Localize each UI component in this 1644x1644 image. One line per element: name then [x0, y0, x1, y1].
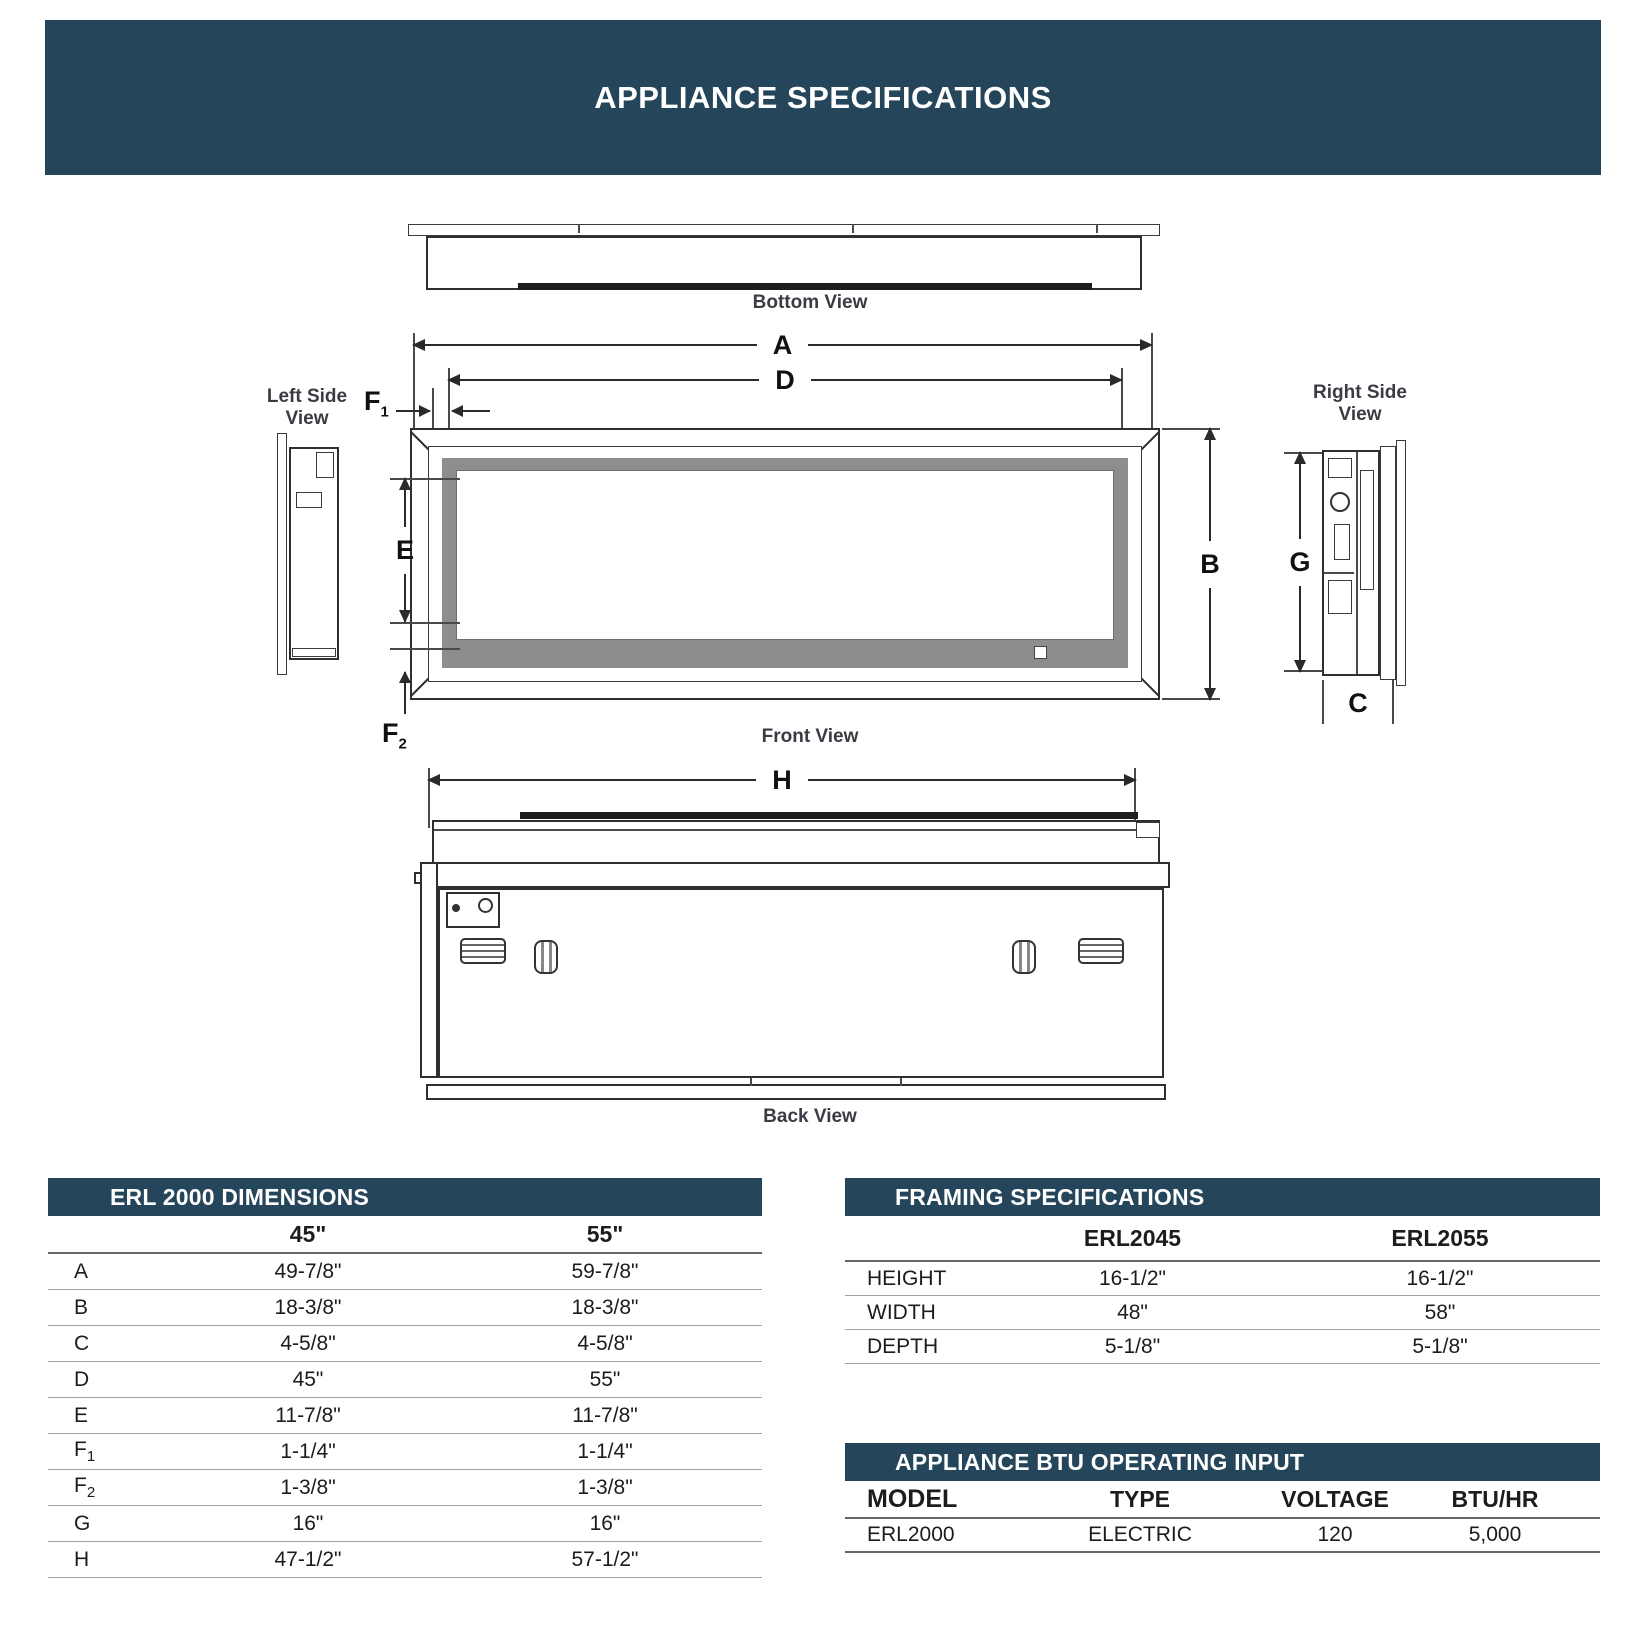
value-btu: 5,000 — [1468, 1523, 1522, 1546]
value-55: 1-3/8" — [577, 1475, 633, 1499]
dim-line — [428, 779, 756, 781]
left-side-flange — [277, 433, 287, 675]
row-label: $F_1$ — [74, 1437, 96, 1466]
title-banner — [45, 20, 1601, 175]
label-line: View — [285, 408, 329, 429]
slot — [1360, 470, 1374, 590]
header-cell-45: 45" — [289, 1220, 327, 1247]
inner-line — [434, 829, 1158, 831]
back-view-label: Back View — [763, 1106, 857, 1127]
dim-arrow — [452, 410, 490, 412]
extension-line — [1322, 680, 1324, 724]
right-step — [1136, 822, 1160, 838]
motor-bracket — [1334, 524, 1350, 560]
extension-line — [1392, 680, 1394, 724]
row-label: E — [74, 1403, 89, 1427]
junction-plate — [296, 492, 322, 508]
dimension-D — [448, 365, 1122, 395]
value-55: 18-3/8" — [571, 1295, 639, 1319]
dimension-A — [413, 330, 1152, 360]
framing-table-title: FRAMING SPECIFICATIONS — [845, 1178, 1600, 1216]
bottom-view-label: Bottom View — [752, 292, 868, 313]
row-label: HEIGHT — [867, 1266, 947, 1290]
row-label: B — [74, 1295, 89, 1319]
value-55: 57-1/2" — [571, 1547, 639, 1571]
table-row-E — [48, 1398, 762, 1434]
header-cell-erl2045: ERL2045 — [1083, 1224, 1182, 1251]
tab — [900, 1078, 902, 1086]
dimension-B — [1200, 428, 1220, 700]
knob — [452, 904, 460, 912]
bottom-view-glass-edge — [518, 283, 1092, 290]
dim-arrow — [396, 410, 430, 412]
back-view-bottom-flange — [426, 1084, 1166, 1100]
dim-line — [448, 379, 759, 381]
knockout-left — [534, 940, 558, 974]
dim-letter: G — [1289, 546, 1311, 577]
dimension-H — [428, 765, 1136, 795]
bottom-view-body — [426, 236, 1142, 290]
value-45: 16" — [292, 1511, 324, 1535]
row-label: C — [74, 1331, 90, 1355]
dim-letter: D — [775, 365, 795, 395]
btu-table-title: APPLIANCE BTU OPERATING INPUT — [845, 1443, 1600, 1481]
row-label: DEPTH — [867, 1334, 939, 1358]
framing-table-header — [845, 1216, 1600, 1262]
grommet — [478, 898, 493, 913]
dim-line — [811, 379, 1122, 381]
dim-line — [404, 478, 406, 527]
page-title: APPLIANCE SPECIFICATIONS — [594, 79, 1052, 115]
dim-line — [1209, 588, 1211, 701]
table-row-B — [48, 1290, 762, 1326]
header-cell-55: 55" — [586, 1220, 624, 1247]
back-view-panel — [438, 888, 1164, 1078]
table-row-height — [845, 1262, 1600, 1296]
value-model: ERL2000 — [867, 1523, 955, 1546]
header-cell-btu: BTU/HR — [1451, 1485, 1539, 1512]
row-label: G — [74, 1511, 91, 1535]
value-45: 11-7/8" — [275, 1403, 341, 1427]
value-45: 47-1/2" — [274, 1547, 342, 1571]
tick — [1096, 224, 1098, 233]
dim-letter: H — [772, 765, 792, 795]
blower-motor — [1330, 492, 1350, 512]
value-voltage: 120 — [1317, 1523, 1353, 1546]
table-row-erl2000 — [845, 1519, 1600, 1553]
dim-line — [1209, 428, 1211, 541]
reference-line — [390, 648, 460, 650]
table-row-A — [48, 1254, 762, 1290]
top-view-glass-edge — [520, 812, 1138, 819]
table-row-G — [48, 1506, 762, 1542]
left-side-body — [289, 447, 339, 660]
lower-compartment — [1328, 580, 1352, 614]
label-line: View — [1338, 404, 1382, 425]
row-label: A — [74, 1259, 89, 1283]
value-45: 1-1/4" — [280, 1439, 336, 1463]
extension-line — [448, 388, 450, 432]
value-erl2045: 48" — [1117, 1300, 1148, 1324]
value-45: 49-7/8" — [274, 1259, 342, 1283]
dim-line — [404, 574, 406, 623]
dim-line — [808, 779, 1136, 781]
value-45: 1-3/8" — [280, 1475, 336, 1499]
value-45: 18-3/8" — [274, 1295, 342, 1319]
framing-table — [845, 1178, 1600, 1364]
value-erl2055: 58" — [1424, 1300, 1456, 1324]
table-row-D — [48, 1362, 762, 1398]
tick — [578, 224, 580, 233]
dimensions-table-title: ERL 2000 DIMENSIONS — [48, 1178, 762, 1216]
dimensions-table-header — [48, 1216, 762, 1254]
dimension-G — [1289, 452, 1311, 672]
front-view-label: Front View — [761, 726, 859, 747]
control-panel-button — [1034, 646, 1047, 659]
btu-table — [845, 1443, 1600, 1553]
right-side-rear-panel — [1380, 446, 1396, 680]
base-strip — [292, 648, 336, 657]
value-55: 1-1/4" — [577, 1439, 633, 1463]
row-label: D — [74, 1367, 90, 1391]
label-line: Right Side — [1313, 382, 1407, 403]
value-45: 45" — [292, 1367, 324, 1391]
firebox-window — [456, 470, 1114, 640]
right-side-flange — [1396, 440, 1406, 686]
tab — [750, 1078, 752, 1086]
panel-divider — [1356, 452, 1358, 674]
dimension-F1-label: $F_1$ — [364, 386, 389, 421]
dim-letter: E — [396, 534, 415, 565]
table-row-H — [48, 1542, 762, 1578]
extension-line — [432, 388, 434, 432]
label-line: Left Side — [266, 386, 348, 407]
back-view-top-strip — [420, 862, 1170, 888]
table-row-depth — [845, 1330, 1600, 1364]
table-row-F1 — [48, 1434, 762, 1470]
header-cell-voltage: VOLTAGE — [1281, 1485, 1389, 1512]
dim-letter: A — [772, 330, 793, 360]
row-label: WIDTH — [867, 1300, 936, 1324]
value-55: 16" — [589, 1511, 621, 1535]
header-cell-type: TYPE — [1109, 1485, 1171, 1512]
value-45: 4-5/8" — [280, 1331, 336, 1355]
back-view-left-bar — [420, 862, 438, 1078]
dim-line — [413, 344, 757, 346]
dim-line — [1299, 452, 1301, 539]
table-row-width — [845, 1296, 1600, 1330]
left-side-view-label — [247, 386, 367, 430]
vent-box — [316, 452, 334, 478]
mounting-bracket-left — [460, 938, 506, 964]
table-row-F2 — [48, 1470, 762, 1506]
header-cell-erl2055: ERL2055 — [1391, 1224, 1489, 1251]
bottom-view-flange — [408, 224, 1160, 236]
screw-dots — [0, 0, 3, 3]
mounting-bracket-right — [1078, 938, 1124, 964]
value-type: ELECTRIC — [1088, 1523, 1192, 1546]
value-erl2045: 5-1/8" — [1104, 1334, 1161, 1358]
value-55: 55" — [589, 1367, 621, 1391]
row-label: $F_2$ — [74, 1473, 96, 1502]
dim-letter: B — [1200, 548, 1220, 579]
value-55: 59-7/8" — [571, 1259, 639, 1283]
value-erl2045: 16-1/2" — [1099, 1266, 1166, 1290]
table-row-C — [48, 1326, 762, 1362]
right-side-view-label — [1300, 382, 1420, 426]
value-55: 11-7/8" — [572, 1403, 638, 1427]
divider-line — [1324, 572, 1354, 574]
dimension-F2-label: $F_2$ — [382, 718, 407, 753]
value-erl2055: 5-1/8" — [1412, 1334, 1468, 1358]
header-cell-model: MODEL — [867, 1484, 958, 1513]
value-55: 4-5/8" — [577, 1331, 633, 1355]
tick — [852, 224, 854, 233]
row-label: H — [74, 1547, 90, 1571]
dim-line — [1299, 586, 1301, 673]
dim-line — [808, 344, 1152, 346]
dimensions-table — [48, 1178, 762, 1578]
value-erl2055: 16-1/2" — [1406, 1266, 1474, 1290]
btu-table-header — [845, 1481, 1600, 1519]
dimension-E — [396, 478, 415, 622]
dimension-C-label: C — [1348, 688, 1368, 718]
dim-arrow — [404, 672, 406, 714]
top-duct — [1328, 458, 1352, 478]
knockout-right — [1012, 940, 1036, 974]
